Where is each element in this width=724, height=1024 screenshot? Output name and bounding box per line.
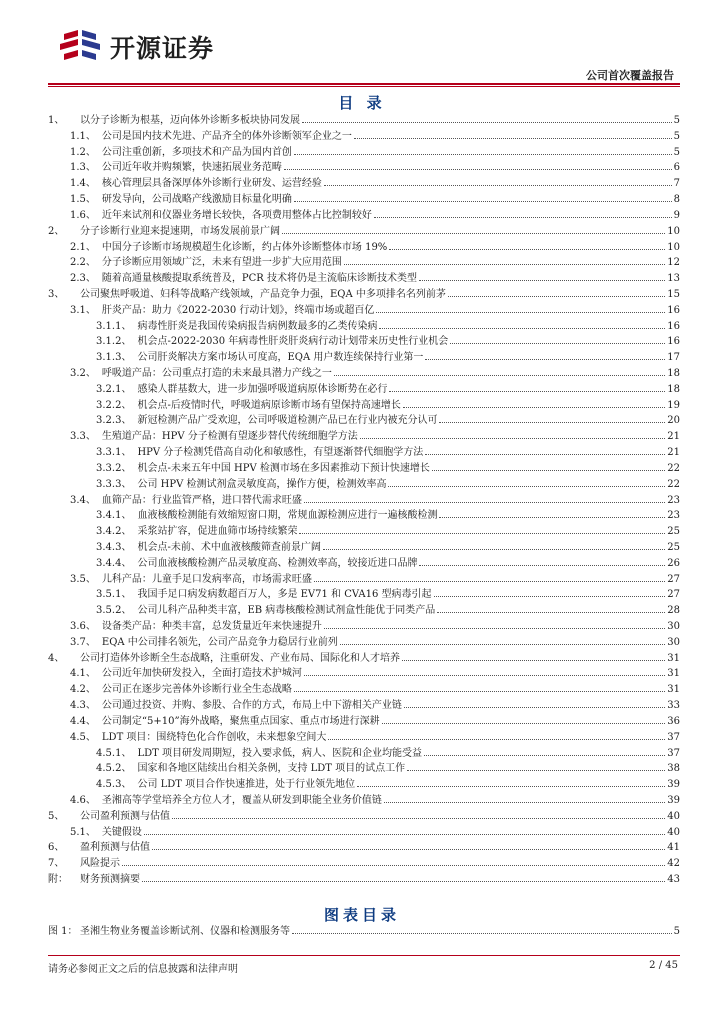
entry-number: 4.5.3、 <box>96 779 132 791</box>
entry-number: 2.1、 <box>70 241 96 253</box>
dot-leader <box>340 643 665 645</box>
entry-title: 分子诊断应用领域广泛，未来有望进一步扩大应用范围 <box>101 257 342 269</box>
entry-page: 7 <box>673 178 680 190</box>
entry-number: 3.4.3、 <box>96 541 132 553</box>
toc-entry[interactable] <box>48 287 680 303</box>
entry-page: 5 <box>673 130 680 142</box>
logo-text: 开源证券 <box>110 34 215 63</box>
toc-entry[interactable] <box>48 698 680 714</box>
dot-leader <box>302 121 672 123</box>
entry-number: 4.3、 <box>70 700 96 712</box>
entry-page: 42 <box>667 858 680 870</box>
toc-entry[interactable] <box>48 635 680 651</box>
toc-entry[interactable] <box>48 603 680 619</box>
entry-page: 5 <box>673 926 680 937</box>
figure-toc-entry[interactable] <box>48 924 680 940</box>
entry-title: 肝炎产品：助力《2022-2030 行动计划》，终端市场或超百亿 <box>101 304 375 316</box>
entry-number: 3.1.1、 <box>96 320 132 332</box>
entry-page: 19 <box>667 399 680 411</box>
dot-leader <box>448 295 665 297</box>
toc-entry[interactable] <box>48 350 680 366</box>
toc-entry[interactable] <box>48 398 680 414</box>
entry-number: 附： <box>48 874 68 885</box>
toc-entry[interactable] <box>48 145 680 161</box>
entry-page: 10 <box>667 241 680 253</box>
entry-number: 3.5.1、 <box>96 589 132 601</box>
entry-page: 6 <box>673 162 680 174</box>
entry-page: 27 <box>667 573 680 585</box>
entry-number: 1.5、 <box>70 194 96 206</box>
toc-entry[interactable] <box>48 746 680 762</box>
entry-page: 23 <box>667 494 680 506</box>
entry-page: 37 <box>667 731 680 743</box>
toc-entry[interactable] <box>48 508 680 524</box>
entry-title: 机会点-未来五年中国 HPV 检测市场在多因素推动下预计快速增长 <box>137 462 430 474</box>
entry-title: 采浆站扩容，促进血筛市场持续繁荣 <box>137 526 298 538</box>
entry-number: 3.5.2、 <box>96 605 132 617</box>
toc-entry[interactable] <box>48 461 680 477</box>
dot-leader <box>360 437 666 439</box>
toc-entry[interactable] <box>48 413 680 429</box>
dot-leader <box>282 232 665 234</box>
toc-entry[interactable] <box>48 777 680 793</box>
toc-entry[interactable] <box>48 540 680 556</box>
dot-leader <box>402 659 665 661</box>
toc-entry[interactable] <box>48 477 680 493</box>
dot-leader <box>328 738 665 740</box>
entry-title: 感染人群基数大，进一步加强呼吸道病原体诊断势在必行 <box>137 383 388 395</box>
page-number: 2 / 45 <box>649 960 678 971</box>
toc-entry[interactable] <box>48 129 680 145</box>
entry-page: 40 <box>667 826 680 838</box>
dot-leader <box>152 848 665 850</box>
entry-title: 盈利预测与估值 <box>80 842 150 854</box>
entry-title: 随着高通量核酸提取系统普及，PCR 技术将仍是主流临床诊断技术类型 <box>101 273 417 285</box>
entry-title: 公司聚焦呼吸道、妇科等战略产线领域，产品竞争力强，EQA 中多项排名名列前茅 <box>80 288 446 300</box>
entry-number: 4.5、 <box>70 731 96 743</box>
entry-number: 4、 <box>48 652 65 664</box>
entry-number: 2、 <box>48 225 65 237</box>
toc-entry[interactable] <box>48 319 680 335</box>
entry-title: 公司儿科产品种类丰富，EB 病毒核酸检测试剂盒性能优于同类产品 <box>137 605 436 617</box>
entry-title: 公司盈利预测与估值 <box>80 810 170 822</box>
toc-entry[interactable] <box>48 382 680 398</box>
entry-page: 25 <box>667 526 680 538</box>
entry-page: 28 <box>667 605 680 617</box>
toc-entry[interactable] <box>48 825 680 841</box>
toc-entry[interactable] <box>48 761 680 777</box>
dot-leader <box>376 311 665 313</box>
entry-title: 公司 LDT 项目合作快速推进，处于行业领先地位 <box>137 779 356 791</box>
dot-leader <box>334 374 665 376</box>
dot-leader <box>292 932 672 934</box>
entry-page: 20 <box>667 415 680 427</box>
entry-number: 1.4、 <box>70 178 96 190</box>
entry-page: 30 <box>667 621 680 632</box>
entry-page: 21 <box>667 447 680 459</box>
entry-number: 4.5.1、 <box>96 747 132 759</box>
entry-page: 13 <box>667 273 680 285</box>
entry-page: 26 <box>667 557 680 569</box>
entry-page: 21 <box>667 431 680 443</box>
dot-leader <box>388 485 665 487</box>
entry-title: LDT 项目：围绕特色化合作创收，未来想象空间大 <box>101 731 327 743</box>
toc-entry[interactable] <box>48 872 680 888</box>
entry-number: 1.2、 <box>70 146 96 158</box>
entry-number: 4.5.2、 <box>96 763 132 775</box>
entry-page: 33 <box>667 700 680 712</box>
dot-leader <box>304 501 665 503</box>
toc-entry[interactable] <box>48 793 680 809</box>
dot-leader <box>407 769 665 771</box>
dot-leader <box>419 279 665 281</box>
toc-entry[interactable] <box>48 208 680 224</box>
entry-title: 机会点-未前、术中血液核酸筛查前景广阔 <box>137 541 321 553</box>
toc-entry[interactable] <box>48 809 680 825</box>
dot-leader <box>299 532 665 534</box>
dot-leader <box>354 137 672 139</box>
entry-title: 中国分子诊断市场规模超生化诊断，约占体外诊断整体市场 19% <box>101 241 388 253</box>
dot-leader <box>384 801 665 803</box>
entry-title: 近年来试剂和仪器业务增长较快，各项费用整体占比控制较好 <box>101 209 372 221</box>
dot-leader <box>404 706 665 708</box>
entry-title: 机会点-2022-2030 年病毒性肝炎肝炎病行动计划带来历史性行业机会 <box>137 336 449 348</box>
entry-page: 18 <box>667 368 680 379</box>
entry-page: 39 <box>667 779 680 791</box>
toc-entry[interactable] <box>48 730 680 746</box>
dot-leader <box>294 200 672 202</box>
dot-leader <box>324 627 665 629</box>
dot-leader <box>439 421 665 423</box>
toc-entry[interactable] <box>48 493 680 509</box>
entry-number: 3.3.3、 <box>96 478 132 490</box>
dot-leader <box>439 516 665 518</box>
entry-number: 4.1、 <box>70 668 96 680</box>
entry-title: EQA 中公司排名领先，公司产品竞争力稳居行业前列 <box>101 636 338 648</box>
toc-entry[interactable] <box>48 572 680 588</box>
toc-entry[interactable] <box>48 445 680 461</box>
figure-toc-list <box>48 924 680 940</box>
entry-title: 分子诊断行业迎来提速期，市场发展前景广阔 <box>80 225 280 237</box>
toc-entry[interactable] <box>48 524 680 540</box>
entry-title: 国家和各地区陆续出台相关条例，支持 LDT 项目的试点工作 <box>137 763 406 775</box>
entry-number: 4.4、 <box>70 715 96 727</box>
entry-page: 5 <box>673 115 680 126</box>
entry-number: 3.3.1、 <box>96 447 132 459</box>
entry-title: 圣湘生物业务覆盖诊断试剂、仪器和检测服务等 <box>80 926 290 937</box>
entry-page: 22 <box>667 462 680 474</box>
entry-page: 31 <box>667 684 680 696</box>
dot-leader <box>425 358 665 360</box>
entry-page: 10 <box>667 225 680 237</box>
dot-leader <box>374 216 672 218</box>
entry-page: 37 <box>667 747 680 759</box>
toc-entry[interactable] <box>48 334 680 350</box>
entry-page: 38 <box>667 763 680 775</box>
entry-number: 3.4.1、 <box>96 510 132 522</box>
entry-title: 公司 HPV 检测试剂盒灵敏度高，操作方便，检测效率高 <box>137 478 387 490</box>
entry-title: 公司血液核酸检测产品灵敏度高、检测效率高，较接近进口品牌 <box>137 557 418 569</box>
entry-title: 生殖道产品：HPV 分子检测有望逐步替代传统细胞学方法 <box>101 431 358 443</box>
entry-number: 3.1.2、 <box>96 336 132 348</box>
entry-number: 1.1、 <box>70 130 96 142</box>
entry-title: 以分子诊断为根基，迈向体外诊断多板块协同发展 <box>80 115 300 126</box>
entry-title: 病毒性肝炎是我国传染病报告病例数最多的乙类传染病 <box>137 320 378 332</box>
entry-page: 12 <box>667 257 680 269</box>
toc-entry[interactable] <box>48 666 680 682</box>
header-divider <box>48 83 680 85</box>
entry-number: 1.3、 <box>70 162 96 174</box>
entry-number: 3.4.4、 <box>96 557 132 569</box>
dot-leader <box>379 327 665 329</box>
toc-entry[interactable] <box>48 556 680 572</box>
entry-number: 2.2、 <box>70 257 96 269</box>
entry-number: 4.2、 <box>70 684 96 696</box>
toc-entry[interactable] <box>48 271 680 287</box>
entry-page: 17 <box>667 352 680 364</box>
dot-leader <box>434 595 666 597</box>
entry-number: 1.6、 <box>70 209 96 221</box>
entry-title: 儿科产品：儿童手足口发病率高，市场需求旺盛 <box>101 573 312 585</box>
entry-number: 4.6、 <box>70 794 96 806</box>
entry-title: LDT 项目研发周期短，投入要求低，病人、医院和企业均能受益 <box>137 747 422 759</box>
entry-page: 25 <box>667 541 680 553</box>
dot-leader <box>432 469 665 471</box>
dot-leader <box>382 722 666 724</box>
entry-title: 公司打造体外诊断全生态战略，注重研发、产业布局、国际化和人才培养 <box>80 652 400 664</box>
entry-page: 16 <box>667 320 680 332</box>
entry-number: 3、 <box>48 288 65 300</box>
toc-entry[interactable] <box>48 160 680 176</box>
entry-title: 血液核酸检测能有效缩短窗口期，常规血源检测应进行一遍核酸检测 <box>137 510 438 522</box>
toc-entry[interactable] <box>48 429 680 445</box>
entry-title: 公司是国内技术先进、产品齐全的体外诊断领军企业之一 <box>101 130 352 142</box>
company-logo <box>58 22 214 72</box>
entry-title: 核心管理层具备深厚体外诊断行业研发、运营经验 <box>101 178 322 190</box>
toc-entry[interactable] <box>48 651 680 667</box>
toc-list <box>48 113 680 888</box>
entry-title: 关键假设 <box>101 826 142 838</box>
entry-title: 机会点-后疫情时代，呼吸道病原诊断市场有望保持高速增长 <box>137 399 401 411</box>
dot-leader <box>304 674 665 676</box>
entry-title: 研发导向，公司战略产线激励目标量化明确 <box>101 194 292 206</box>
entry-page: 41 <box>667 842 680 854</box>
dot-leader <box>389 390 665 392</box>
toc-entry[interactable] <box>48 714 680 730</box>
dot-leader <box>294 153 672 155</box>
dot-leader <box>172 817 665 819</box>
toc-entry[interactable] <box>48 176 680 192</box>
entry-page: 43 <box>667 874 680 885</box>
entry-page: 27 <box>667 589 680 601</box>
entry-number: 3.2.1、 <box>96 383 132 395</box>
toc-entry[interactable] <box>48 587 680 603</box>
dot-leader <box>294 690 665 692</box>
entry-number: 3.4、 <box>70 494 96 506</box>
entry-page: 23 <box>667 510 680 522</box>
dot-leader <box>314 580 665 582</box>
entry-number: 3.6、 <box>70 621 96 632</box>
entry-number: 3.2.3、 <box>96 415 132 427</box>
entry-page: 8 <box>673 194 680 206</box>
toc-entry[interactable] <box>48 619 680 635</box>
entry-number: 3.4.2、 <box>96 526 132 538</box>
entry-page: 16 <box>667 304 680 316</box>
entry-number: 6、 <box>48 842 65 854</box>
entry-page: 9 <box>673 209 680 221</box>
entry-number: 3.3、 <box>70 431 96 443</box>
logo-mark-icon <box>58 30 102 64</box>
entry-title: 公司肝炎解决方案市场认可度高，EQA 用户数连续保持行业第一 <box>137 352 424 364</box>
toc-entry[interactable] <box>48 840 680 856</box>
dot-leader <box>122 864 665 866</box>
header-divider-thin <box>48 86 680 87</box>
toc-entry[interactable] <box>48 113 680 129</box>
entry-page: 18 <box>667 383 680 395</box>
entry-page: 15 <box>667 288 680 300</box>
entry-number: 2.3、 <box>70 273 96 285</box>
dot-leader <box>284 168 672 170</box>
entry-number: 5.1、 <box>70 826 96 838</box>
entry-number: 7、 <box>48 858 65 870</box>
dot-leader <box>424 754 665 756</box>
entry-number: 5、 <box>48 810 65 822</box>
footer-disclaimer: 请务必参阅正文之后的信息披露和法律声明 <box>48 964 238 975</box>
dot-leader <box>425 453 665 455</box>
entry-title: 公司近年收并购频繁，快速拓展业务范畴 <box>101 162 282 174</box>
dot-leader <box>389 248 665 250</box>
entry-title: 圣湘高等学堂培养全方位人才，覆盖从研发到职能全业务价值链 <box>101 794 382 806</box>
report-type: 公司首次覆盖报告 <box>586 69 674 82</box>
entry-title: 设备类产品：种类丰富，总发货量近年来快速提升 <box>101 621 322 632</box>
entry-title: 公司通过投资、并购、参股、合作的方式，布局上中下游相关产业链 <box>101 700 402 712</box>
dot-leader <box>323 548 665 550</box>
toc-entry[interactable] <box>48 192 680 208</box>
dot-leader <box>324 184 672 186</box>
entry-page: 31 <box>667 668 680 680</box>
entry-page: 40 <box>667 810 680 822</box>
entry-title: 风险提示 <box>80 858 120 870</box>
entry-number: 3.2、 <box>70 368 96 379</box>
entry-number: 1、 <box>48 115 65 126</box>
entry-title: 公司正在逐步完善体外诊断行业全生态战略 <box>101 684 292 696</box>
entry-number: 3.1、 <box>70 304 96 316</box>
entry-page: 22 <box>667 478 680 490</box>
entry-page: 39 <box>667 794 680 806</box>
entry-number: 3.7、 <box>70 636 96 648</box>
entry-number: 图 1： <box>48 926 78 937</box>
toc-title: 目 录 <box>338 94 386 112</box>
toc-entry[interactable] <box>48 224 680 240</box>
dot-leader <box>142 880 665 882</box>
entry-number: 3.3.2、 <box>96 462 132 474</box>
entry-title: 公司制定“5+10”海外战略，聚焦重点国家、重点市场进行深耕 <box>101 715 380 727</box>
footer-divider <box>48 955 680 956</box>
entry-page: 36 <box>667 715 680 727</box>
entry-number: 3.5、 <box>70 573 96 585</box>
entry-title: 血筛产品：行业监管严格，进口替代需求旺盛 <box>101 494 302 506</box>
entry-title: 呼吸道产品：公司重点打造的未来最具潜力产线之一 <box>101 368 332 379</box>
entry-number: 3.1.3、 <box>96 352 132 364</box>
toc-entry[interactable] <box>48 240 680 256</box>
dot-leader <box>403 406 665 408</box>
entry-page: 5 <box>673 146 680 158</box>
dot-leader <box>437 611 665 613</box>
entry-title: 财务预测摘要 <box>80 874 140 885</box>
entry-title: 公司注重创新，多项技术和产品为国内首创 <box>101 146 292 158</box>
dot-leader <box>357 785 665 787</box>
dot-leader <box>144 833 665 835</box>
entry-page: 16 <box>667 336 680 348</box>
dot-leader <box>344 263 665 265</box>
toc-entry[interactable] <box>48 856 680 872</box>
entry-title: 公司近年加快研发投入，全面打造技术护城河 <box>101 668 302 680</box>
entry-number: 3.2.2、 <box>96 399 132 411</box>
entry-title: 新冠检测产品广受欢迎，公司呼吸道检测产品已在行业内被充分认可 <box>137 415 438 427</box>
dot-leader <box>419 564 665 566</box>
toc-entry[interactable] <box>48 255 680 271</box>
entry-page: 31 <box>667 652 680 664</box>
entry-page: 30 <box>667 636 680 648</box>
entry-title: 我国手足口病发病数超百万人，多是 EV71 和 CVA16 型病毒引起 <box>137 589 432 601</box>
entry-title: HPV 分子检测凭借高自动化和敏感性，有望逐渐替代细胞学方法 <box>137 447 424 459</box>
toc-entry[interactable] <box>48 682 680 698</box>
toc-entry[interactable] <box>48 366 680 382</box>
figure-toc-title: 图表目录 <box>323 906 400 924</box>
toc-entry[interactable] <box>48 303 680 319</box>
dot-leader <box>450 342 665 344</box>
